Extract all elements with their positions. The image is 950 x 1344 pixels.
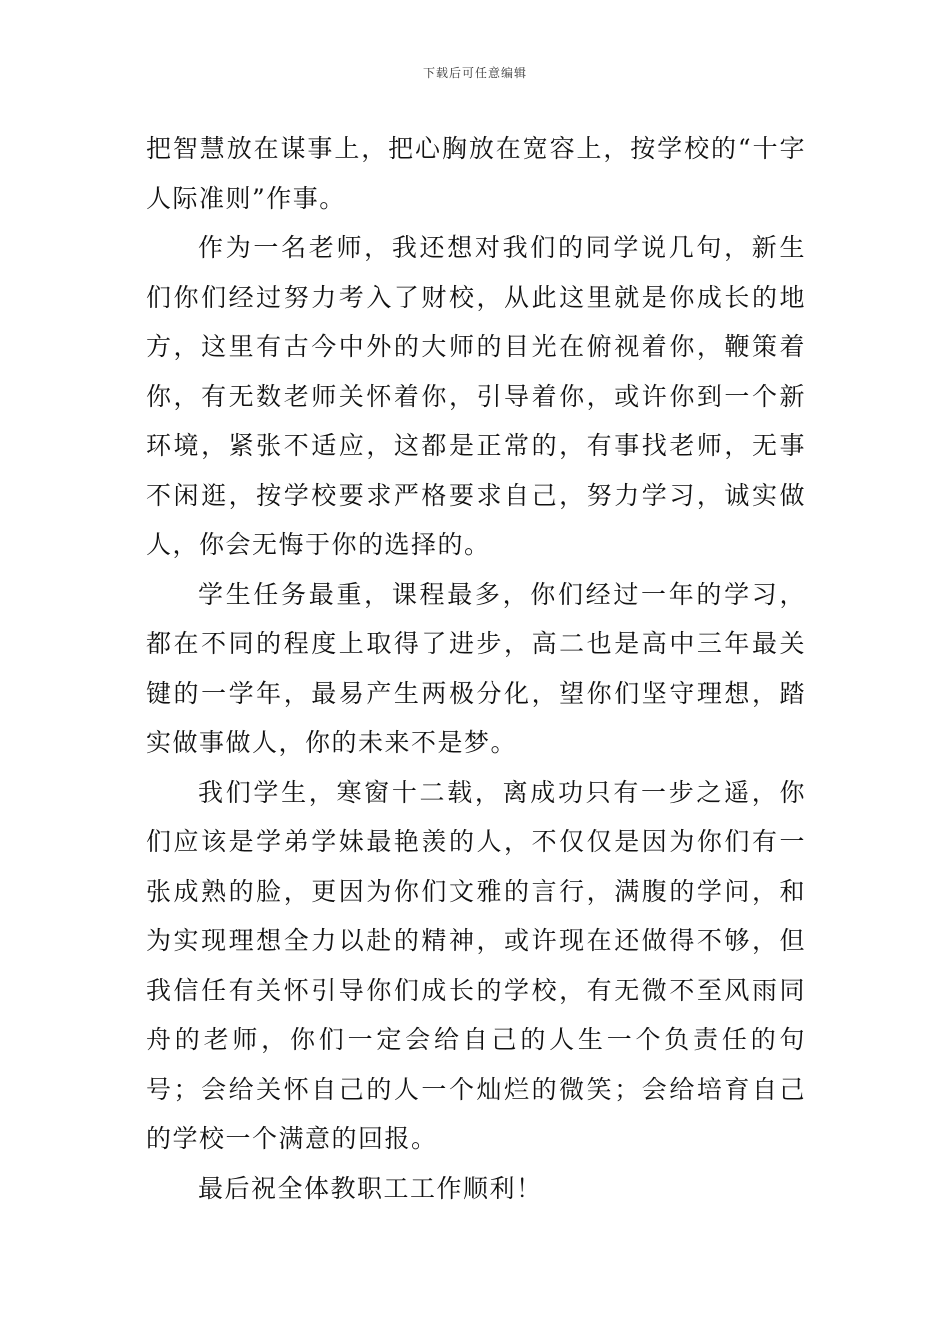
paragraph-4: 我们学生，寒窗十二载，离成功只有一步之遥，你们应该是学弟学妹最艳羡的人，不仅仅是因为你们有一张成熟的脸，更因为你们文雅的言行，满腹的学问，和为实现理想全力以赴的精神，或许现在还做得不够，但我信任有关怀引导你们成长的学校，有无微不至风雨同舟的老师，你们一定会给自己的人生一个负责任的句号；会给关怀自己的人一个灿烂的微笑；会给培育自己的学校一个满意的回报。 xyxy=(146,777,806,1153)
paragraph-3: 学生任务最重，课程最多，你们经过一年的学习，都在不同的程度上取得了进步，高二也是高中三年最关键的一学年，最易产生两极分化，望你们坚守理想，踏实做事做人，你的未来不是梦。 xyxy=(146,579,806,757)
paragraph-1: 把智慧放在谋事上，把心胸放在宽容上，按学校的“十字人际准则”作事。 xyxy=(146,134,806,213)
header-note: 下载后可任意编辑 xyxy=(422,66,527,80)
paragraph-2: 作为一名老师，我还想对我们的同学说几句，新生们你们经过努力考入了财校，从此这里就是你成长的地方，这里有古今中外的大师的目光在俯视着你，鞭策着你，有无数老师关怀着你，引导着你，或许你到一个新环境，紧张不适应，这都是正常的，有事找老师，无事不闲逛，按学校要求严格要求自己，努力学习，诚实做人，你会无悔于你的选择的。 xyxy=(146,233,806,559)
paragraph-5: 最后祝全体教职工工作顺利！ xyxy=(198,1173,543,1203)
document-body xyxy=(146,124,806,1213)
